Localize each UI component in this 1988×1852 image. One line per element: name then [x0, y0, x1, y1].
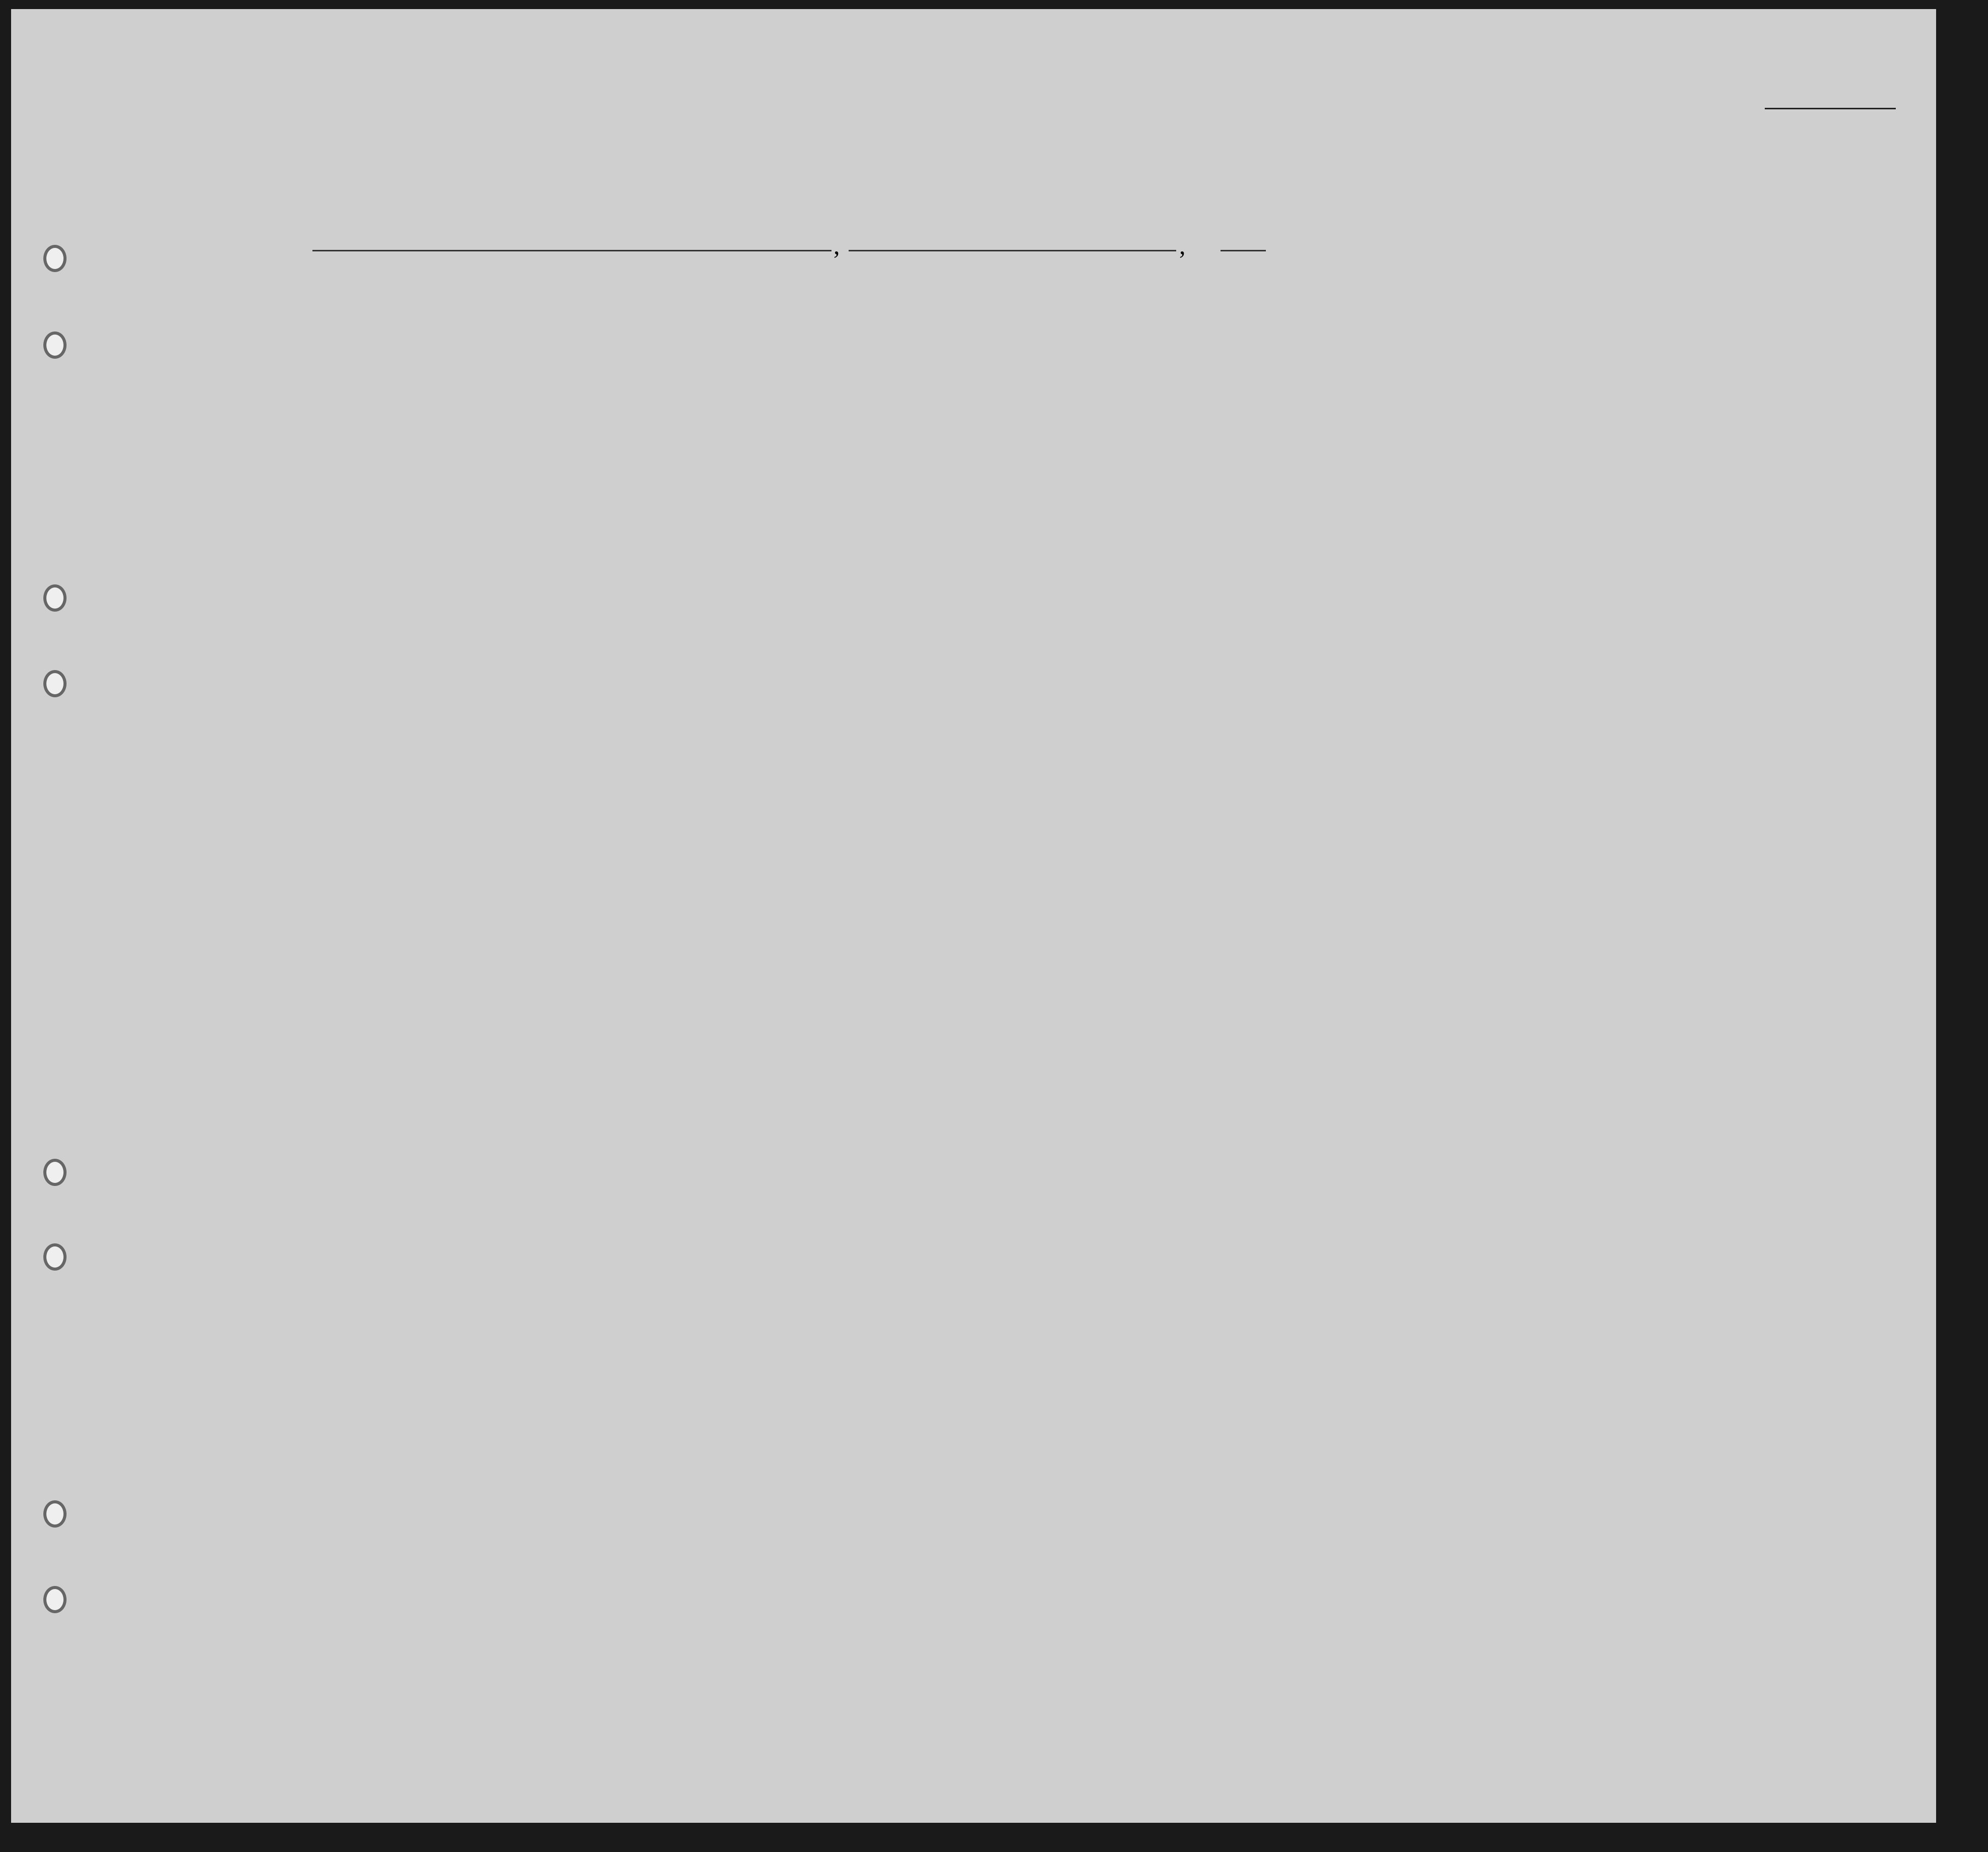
manifest-sheet	[11, 9, 1936, 1823]
comma-1: ,	[833, 231, 840, 259]
manifest-table	[11, 9, 1936, 1823]
comma-2: ,	[1179, 231, 1186, 259]
